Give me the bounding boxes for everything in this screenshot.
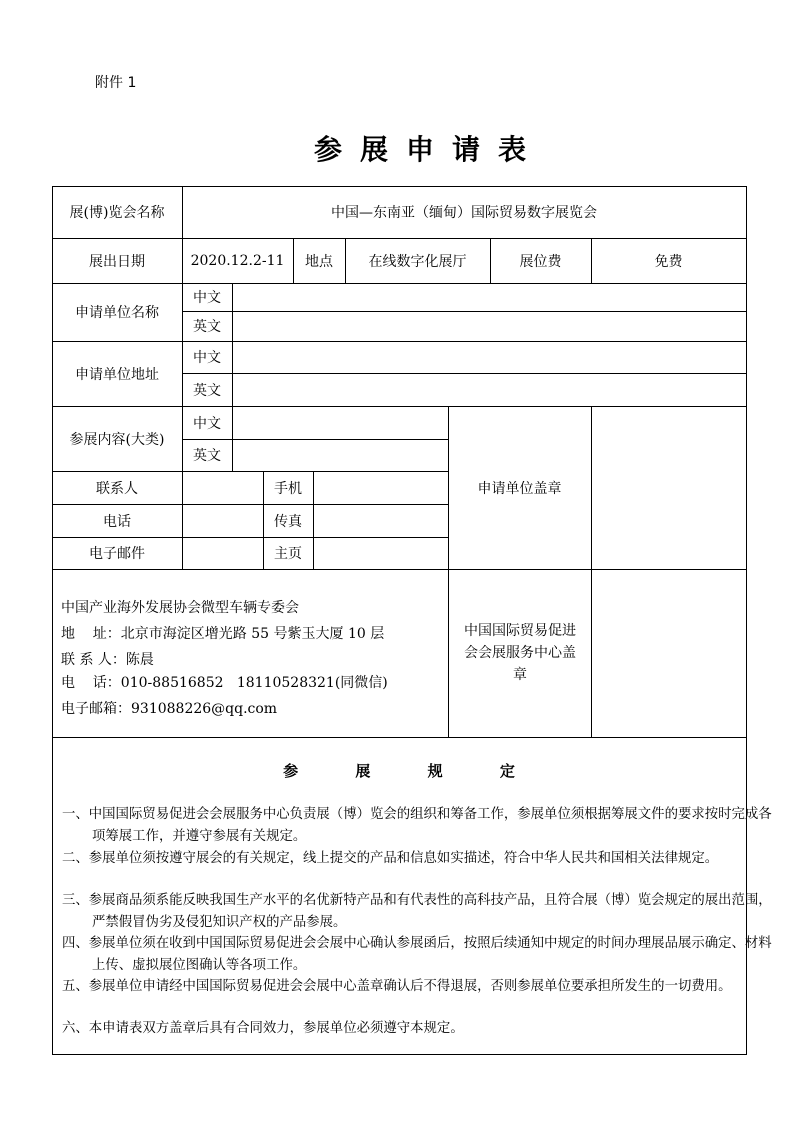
phone-field[interactable] <box>183 505 263 537</box>
organizer-seal-label: 中国国际贸易促进会会展服务中心盖章 <box>464 623 576 683</box>
location-value: 在线数字化展厅 <box>368 253 467 270</box>
organizer-name: 中国产业海外发展协会微型车辆专委会 <box>61 600 299 616</box>
exhibit-content-chinese-label: 中文 <box>193 415 221 432</box>
applicant-address-english-field[interactable] <box>233 374 746 406</box>
rule-item-4: 四、参展单位须在收到中国国际贸易促进会会展中心确认参展函后，按照后续通知中规定的时间办理展品展示确定、材料上传、虚拟展位图确认等各项工作。 <box>62 936 772 973</box>
homepage-field[interactable] <box>314 538 448 569</box>
organizer-contact: 联 系 人：陈晨 <box>61 652 154 668</box>
applicant-seal-label: 申请单位盖章 <box>477 480 562 497</box>
applicant-name-english-field[interactable] <box>233 312 746 341</box>
page-title: 参展申请表 <box>313 133 544 166</box>
applicant-name-label: 申请单位名称 <box>75 305 159 321</box>
mobile-field[interactable] <box>314 472 448 504</box>
phone-label: 电话 <box>103 513 131 530</box>
contact-label: 联系人 <box>96 480 138 497</box>
rule-item-2: 二、参展单位须按遵守展会的有关规定，线上提交的产品和信息如实描述，符合中华人民共和国相关法律规定。 <box>62 851 719 866</box>
applicant-name-chinese-label: 中文 <box>193 290 221 306</box>
fax-label: 传真 <box>274 513 302 530</box>
rules-title-char: 展 <box>355 762 371 780</box>
exhibition-name-value: 中国—东南亚（缅甸）国际贸易数字展览会 <box>331 205 597 221</box>
rule-item-3: 三、参展商品须系能反映我国生产水平的名优新特产品和有代表性的高科技产品，且符合展（博）览会规定的展出范围，严禁假冒伪劣及侵犯知识产权的产品参展。 <box>62 893 772 930</box>
applicant-address-english-label: 英文 <box>193 382 221 399</box>
applicant-seal-area <box>592 407 746 569</box>
exhibition-date-label: 展出日期 <box>89 253 145 270</box>
exhibition-name-label: 展(博)览会名称 <box>69 205 165 221</box>
attachment-label: 附件 1 <box>95 75 137 91</box>
exhibit-content-chinese-field[interactable] <box>233 407 448 439</box>
exhibition-date-value: 2020.12.2-11 <box>190 252 285 269</box>
rules-title-char: 定 <box>499 762 515 780</box>
contact-field[interactable] <box>183 472 263 504</box>
rules-title-char: 参 <box>283 762 299 780</box>
booth-fee-value: 免费 <box>654 253 683 270</box>
mobile-label: 手机 <box>274 480 302 497</box>
applicant-address-chinese-label: 中文 <box>193 350 221 366</box>
applicant-address-label: 申请单位地址 <box>75 366 159 383</box>
rules-title <box>52 760 746 781</box>
email-field[interactable] <box>183 538 263 569</box>
booth-fee-label: 展位费 <box>519 253 562 270</box>
applicant-name-chinese-field[interactable] <box>233 284 746 311</box>
rule-item-5: 五、参展单位申请经中国国际贸易促进会会展中心盖章确认后不得退展，否则参展单位要承担所发生的一切费用。 <box>62 979 732 994</box>
email-label: 电子邮件 <box>89 546 145 562</box>
rule-item-6: 六、本申请表双方盖章后具有合同效力，参展单位必须遵守本规定。 <box>62 1021 464 1036</box>
organizer-email: 电子邮箱：931088226@qq.com <box>61 701 278 717</box>
location-label: 地点 <box>305 253 333 270</box>
organizer-phone: 电 话：010-88516852 18110528321(同微信) <box>61 675 388 691</box>
applicant-name-english-label: 英文 <box>193 319 221 335</box>
fax-field[interactable] <box>314 505 448 537</box>
exhibit-content-english-field[interactable] <box>233 440 448 471</box>
homepage-label: 主页 <box>274 546 302 562</box>
organizer-seal-area <box>592 570 746 737</box>
exhibit-content-label: 参展内容(大类) <box>69 431 165 448</box>
applicant-address-chinese-field[interactable] <box>233 342 746 373</box>
organizer-address: 地 址：北京市海淀区增光路 55 号紫玉大厦 10 层 <box>61 626 385 642</box>
exhibit-content-english-label: 英文 <box>193 448 221 464</box>
rule-item-1: 一、中国国际贸易促进会会展服务中心负责展（博）览会的组织和筹备工作，参展单位须根据筹展文件的要求按时完成各项筹展工作，并遵守参展有关规定。 <box>62 807 772 844</box>
rules-title-char: 规 <box>427 762 443 780</box>
